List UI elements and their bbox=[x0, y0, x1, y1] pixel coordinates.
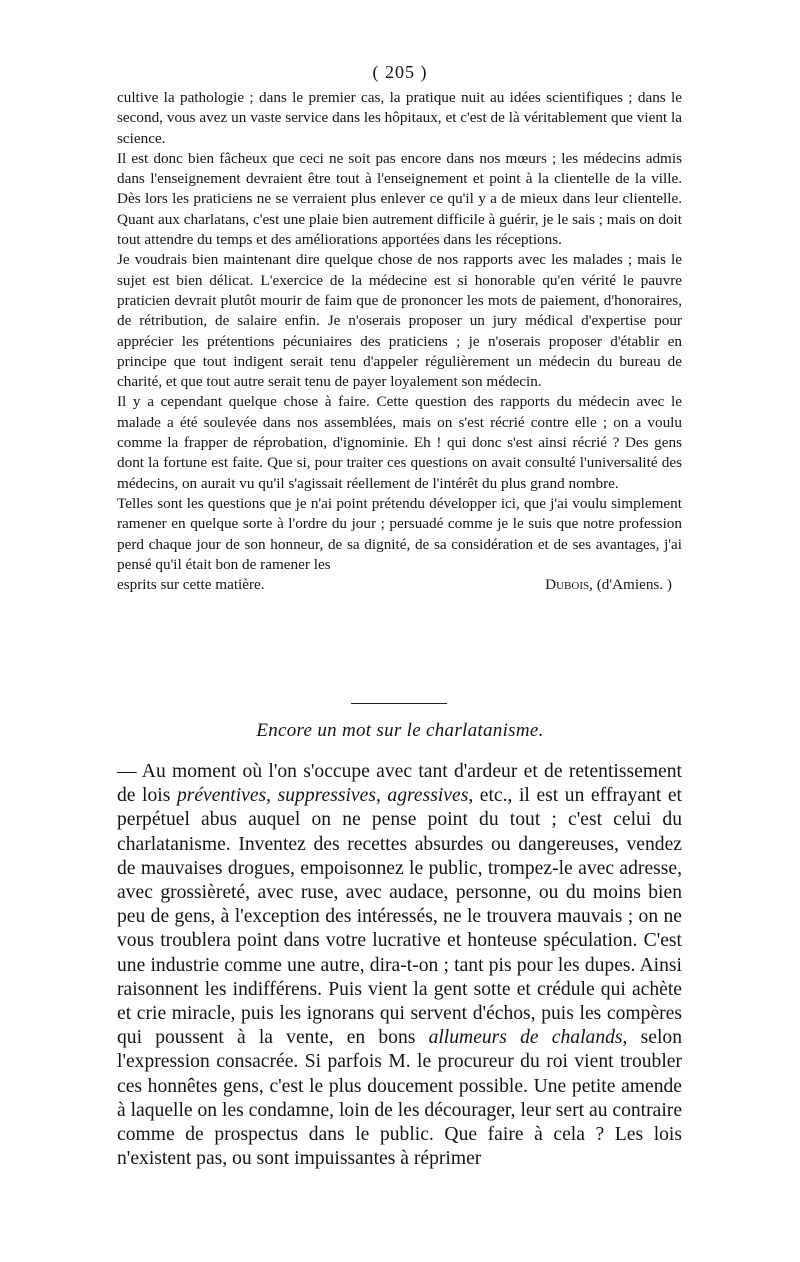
closing-text: esprits sur cette matière. bbox=[117, 576, 265, 594]
paragraph-5: Telles sont les questions que je n'ai point prétendu développer ici, que j'ai voulu simplement ramener en quelque sorte à l'ordre du jour ; persuadé comme je le suis que notre profession perd chaque jour de son honneur, de sa dignité, de sa considération et de ses avantages, j'ai pensé qu'il était bon de ramener les bbox=[117, 494, 682, 573]
separator: , bbox=[266, 785, 278, 807]
letter-continuation bbox=[117, 88, 682, 595]
page-number: ( 205 ) bbox=[372, 62, 428, 82]
article-lead: — Au moment où l'on s'occupe avec tant d'ardeur et de retentissement de lois bbox=[117, 761, 682, 807]
section-title: Encore un mot sur le charlatanisme. bbox=[256, 720, 544, 741]
article-end: , selon l'expression consacrée. Si parfois M. le procureur du roi vient troubler ces honnêtes gens, c'est le plus doucement possible. Une petite amende à laquelle on les condamne, loin de les décourager, leur sert au contraire comme de prospectus dans le public. Que faire à cela ? Les lois n'existent pas, ou sont impuissantes à réprimer bbox=[117, 1027, 683, 1170]
italic-allumeurs: allumeurs de chalands bbox=[428, 1027, 623, 1049]
author-name: Dubois bbox=[545, 576, 590, 594]
article-paragraph bbox=[117, 760, 682, 1171]
italic-suppressives: suppressives bbox=[277, 785, 376, 807]
paragraph-2: Il est donc bien fâcheux que ceci ne soit pas encore dans nos mœurs ; les médecins admis dans l'enseignement devraient être tout à l'enseignement et point à la clientelle de la ville. Dès lors les praticiens ne se verraient plus enlever ce qu'il y a de mieux dans leur clientelle. Quant aux charlatans, c'est une plaie bien autrement difficile à guérir, je le sais ; mais on doit tout attendre du temps et des améliorations apportées dans les réceptions. bbox=[117, 149, 682, 249]
italic-agressives: agressives bbox=[387, 785, 469, 807]
article-middle: , etc., il est un effrayant et perpétuel abus auquel on ne pense point du tout ; c'est celui du charlatanisme. Inventez des recettes absurdes ou dangereuses, vendez de mauvaises drogues, empoisonnez le public, trompez-le avec adresse, avec grossièreté, avec ruse, avec audace, personne, ou du moins bien peu de gens, à l'exception des intéressés, ne le trouvera mauvais ; on ne vous troublera point dans votre lucrative et honteuse spéculation. C'est une industrie comme une autre, dira-t-on ; tant pis pour les dupes. Ainsi raisonnent les indifférens. Puis vient la gent sotte et crédule qui achète et crie miracle, puis les ignorans qui servent d'échos, puis les compères qui poussent à la vente, en bons bbox=[117, 785, 682, 1049]
author-signature bbox=[545, 575, 682, 595]
paragraph-4: Il y a cependant quelque chose à faire. Cette question des rapports du médecin avec le malade a été soulevée dans nos assemblées, mais on s'est récrié contre elle ; on a voulu comme la frapper de réprobation, d'ignominie. Eh ! qui donc s'est ainsi récrié ? Des gens dont la fortune est faite. Que si, pour traiter ces questions on avait consulté l'universalité des médecins, on aurait vu qu'il s'agissait réellement de l'intérêt du plus grand nombre. bbox=[117, 393, 682, 492]
charlatanism-article bbox=[117, 760, 682, 1171]
italic-preventives: préventives bbox=[176, 785, 267, 807]
section-divider bbox=[351, 703, 447, 704]
paragraph-1: cultive la pathologie ; dans le premier cas, la pratique nuit au idées scientifiques ; dans le second, vous avez un vaste service dans les hôpitaux, et c'est de là véritablement que vient la science. bbox=[117, 89, 682, 147]
author-place: , (d'Amiens. ) bbox=[589, 576, 672, 594]
paragraph-3: Je voudrais bien maintenant dire quelque chose de nos rapports avec les malades ; mais le sujet est bien délicat. L'exercice de la médecine est si honorable qu'en vérité le pauvre praticien devrait plutôt mourir de faim que de prononcer les mots de paiement, d'honoraires, de rétribution, de salaire enfin. Je n'oserais proposer un jury médical d'expertise pour apprécier les prétentions pécuniaires des praticiens ; je n'oserais proposer d'établir en principe que tout indigent serait tenu d'appeler régulièrement un médecin du bureau de charité, et que tout autre serait tenu de payer loyalement son médecin. bbox=[117, 251, 682, 391]
separator: , bbox=[375, 785, 388, 807]
closing-line bbox=[117, 575, 682, 595]
